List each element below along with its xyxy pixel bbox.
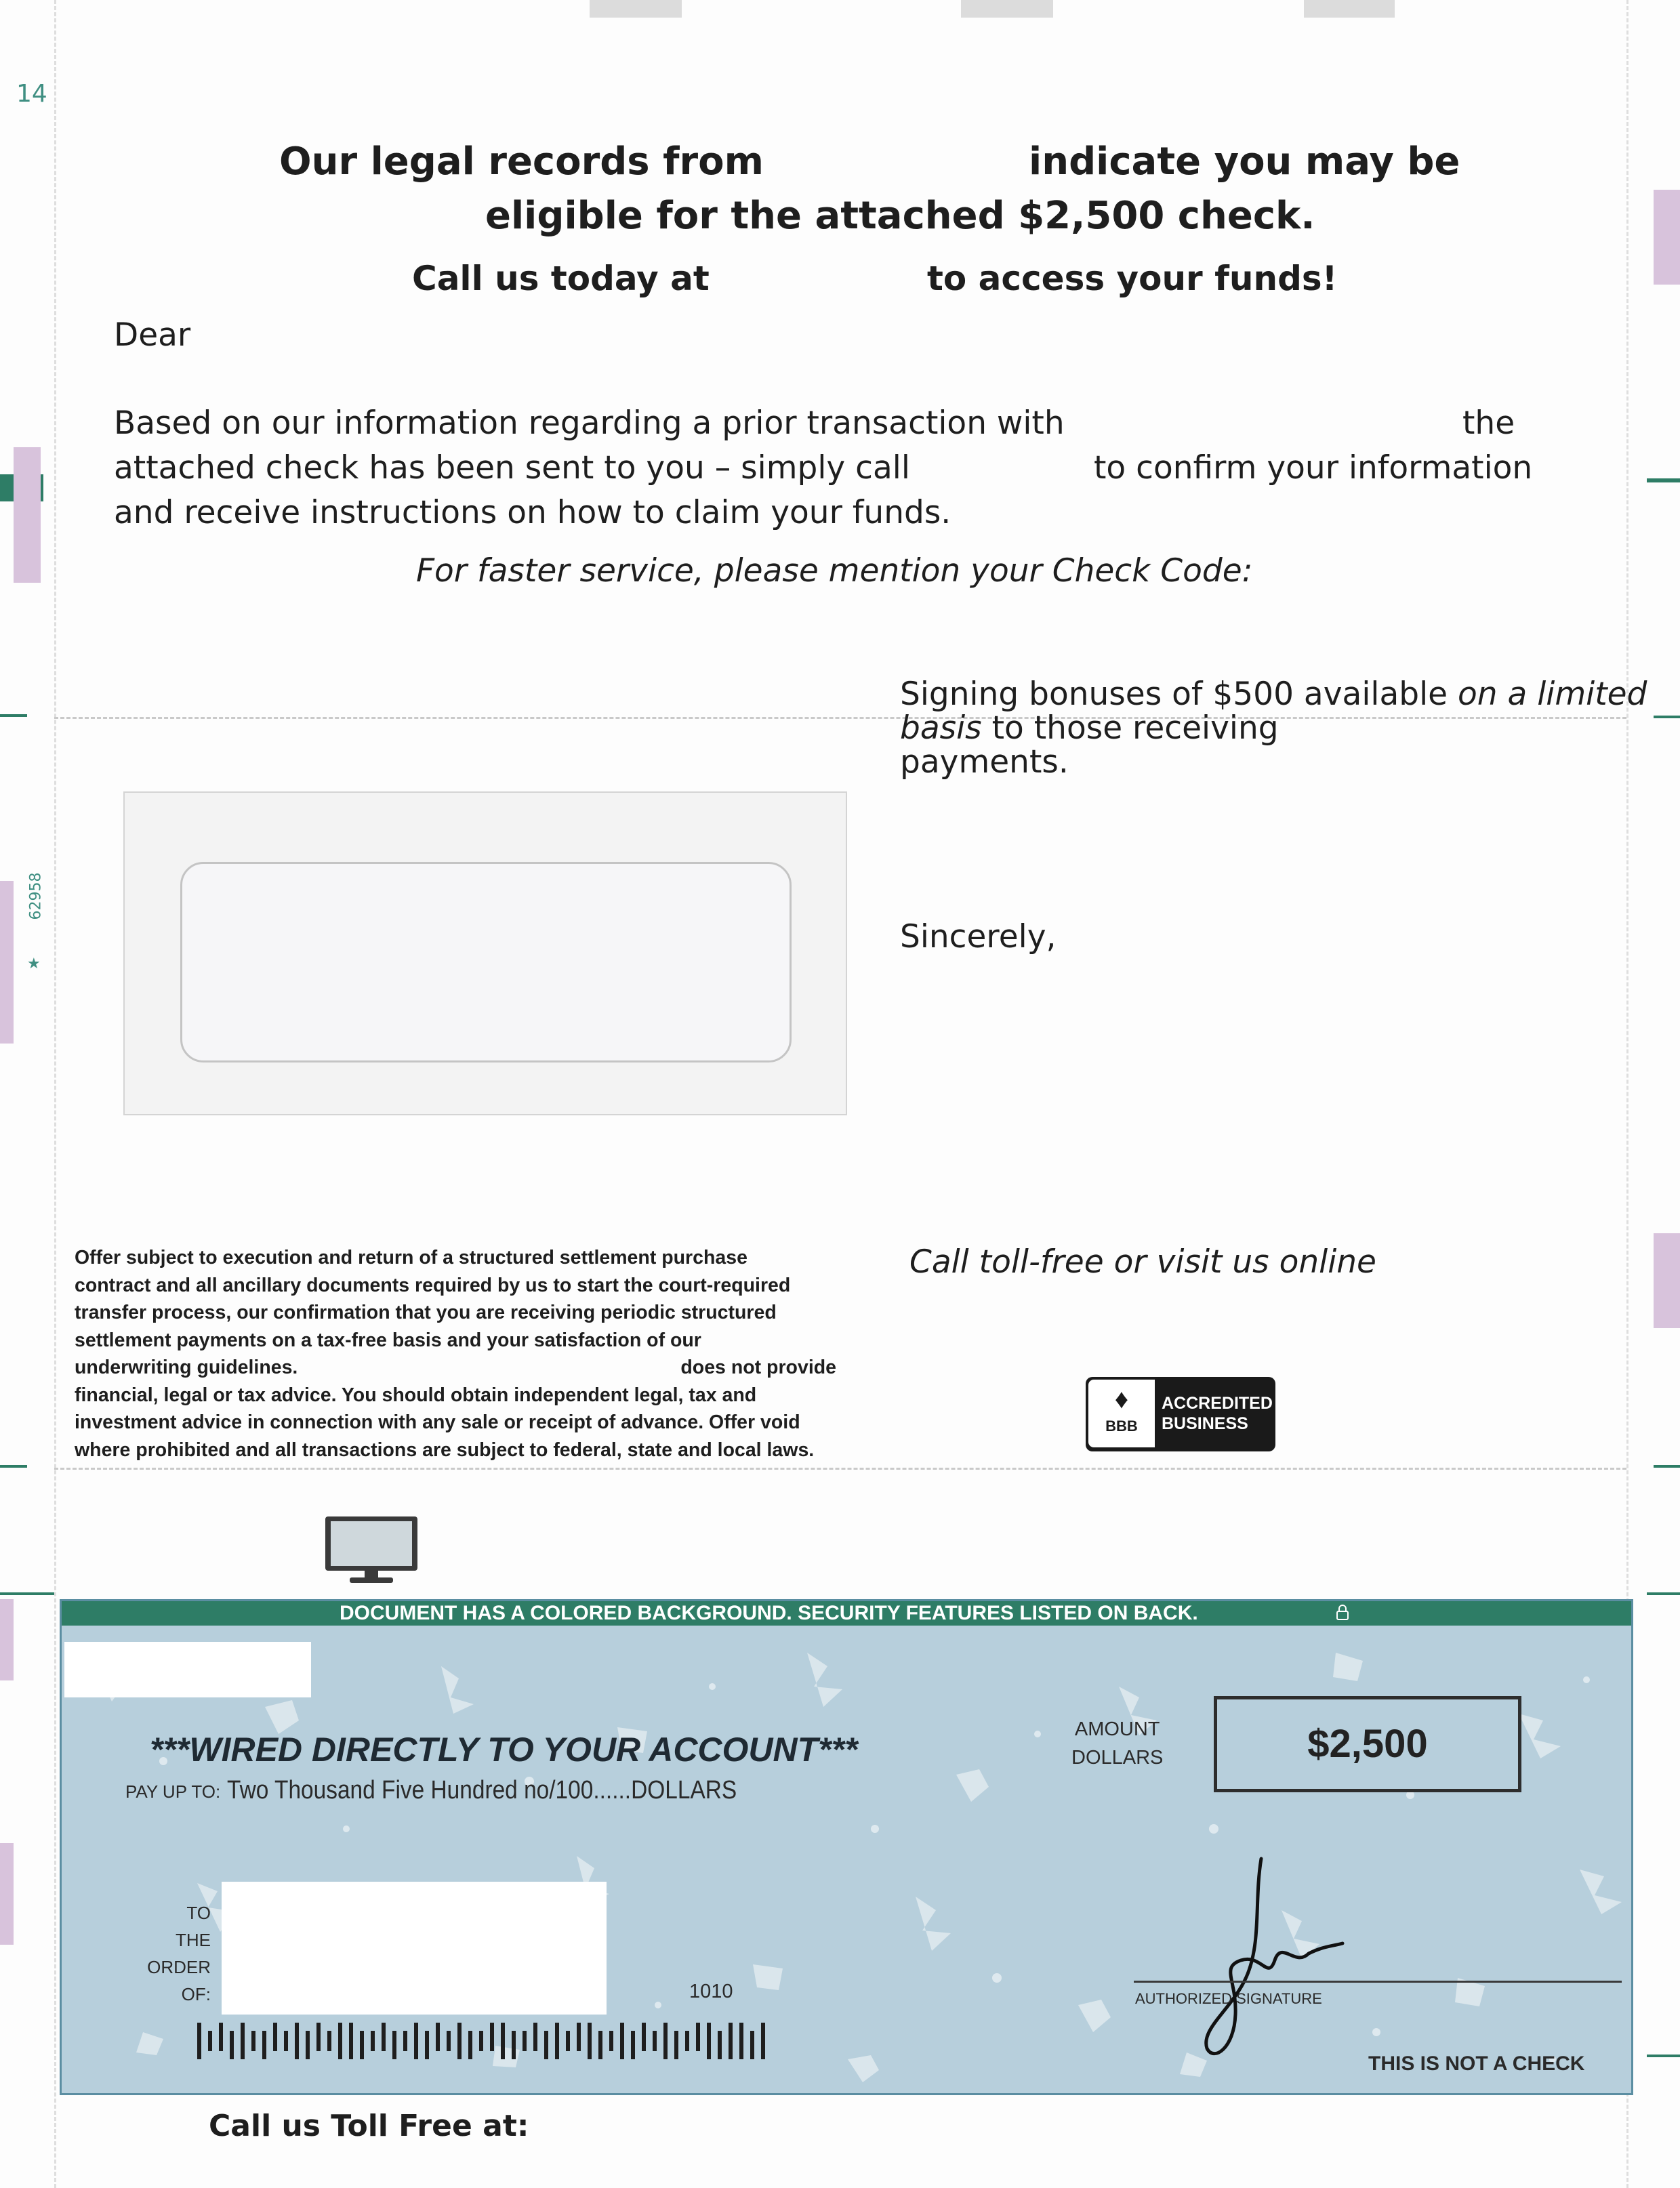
- payee-redaction: [222, 1882, 607, 2015]
- bbb-line1: ACCREDITED: [1162, 1394, 1273, 1413]
- disclaimer-text: underwriting guidelines.: [75, 1357, 298, 1378]
- pay-up-to-amount: Two Thousand Five Hundred no/100......DOLLARS: [227, 1776, 737, 1804]
- disclaimer-line: Offer subject to execution and return of a structured settlement purchase: [75, 1247, 747, 1268]
- pay-to-order-label: [135, 1899, 211, 2008]
- pay-up-to-label: PAY UP TO:: [125, 1781, 221, 1802]
- tear-line-top: [54, 717, 1626, 719]
- order-label-line: TO: [186, 1903, 211, 1923]
- left-perforation: [54, 0, 56, 2188]
- bonus-text: to those receiving: [981, 709, 1279, 747]
- disclaimer-line: contract and all ancillary documents required by us to start the court-required: [75, 1274, 791, 1296]
- call-today-right: to access your funds!: [927, 259, 1338, 298]
- top-scan-mark: [1304, 0, 1395, 18]
- right-edge-mark: [1654, 1233, 1680, 1328]
- right-edge-mark: [1647, 1592, 1680, 1595]
- headline-line1-right: indicate you may be: [1029, 140, 1460, 184]
- call-today-left: Call us today at: [412, 259, 710, 298]
- order-label-line: THE: [176, 1930, 211, 1950]
- monitor-icon: [323, 1515, 420, 1586]
- bbb-text: [1162, 1393, 1273, 1434]
- lock-icon: [1336, 1605, 1349, 1621]
- page-number: 14: [16, 80, 47, 108]
- right-edge-mark: [1654, 1465, 1680, 1468]
- disclaimer-line: financial, legal or tax advice. You should obtain independent legal, tax and: [75, 1384, 757, 1406]
- left-edge-mark: [0, 1599, 14, 1680]
- check-code-prompt: For faster service, please mention your Check Code:: [416, 552, 1253, 590]
- order-label-line: OF:: [181, 1984, 211, 2004]
- disclaimer-line: settlement payments on a tax-free basis and your satisfaction of our: [75, 1329, 701, 1351]
- authorized-signature-label: AUTHORIZED SIGNATURE: [1135, 1990, 1322, 2007]
- body-line2-right: to confirm your information: [1094, 449, 1533, 487]
- disclaimer-line: [75, 1354, 836, 1382]
- envelope-window: [123, 791, 847, 1115]
- bonus-text: Signing bonuses of $500 available: [900, 676, 1458, 713]
- right-edge-mark: [1647, 478, 1680, 482]
- bbb-accredited-logo: [1086, 1377, 1275, 1451]
- top-scan-mark: [961, 0, 1053, 18]
- disclaimer-line: investment advice in connection with any sale or receipt of advance. Offer void: [75, 1411, 800, 1433]
- headline-line2: eligible for the attached $2,500 check.: [485, 194, 1315, 238]
- headline-line1-left: Our legal records from: [279, 140, 764, 184]
- not-a-check-label: THIS IS NOT A CHECK: [1368, 2052, 1585, 2075]
- amount-label-line: DOLLARS: [1071, 1747, 1164, 1769]
- bonus-text-italic: basis: [900, 709, 982, 747]
- postal-barcode: [197, 2021, 766, 2061]
- side-code: 62958: [27, 872, 45, 920]
- right-edge-mark: [1647, 2055, 1680, 2057]
- signature-line: [1134, 1981, 1622, 1983]
- security-banner: [62, 1601, 1631, 1626]
- right-edge-mark: [1654, 190, 1680, 285]
- payer-redaction: [64, 1642, 311, 1697]
- left-edge-mark: [0, 881, 14, 1044]
- body-line1-right: the: [1462, 405, 1515, 442]
- check-stub: [60, 1599, 1633, 2095]
- disclaimer-text: does not provide: [680, 1357, 836, 1378]
- bbb-torch-icon: ♦: [1114, 1384, 1129, 1414]
- body-line3: and receive instructions on how to claim your funds.: [114, 494, 951, 531]
- security-banner-text: DOCUMENT HAS A COLORED BACKGROUND. SECURITY FEATURES LISTED ON BACK.: [340, 1602, 1198, 1624]
- tear-line-bottom: [54, 1468, 1626, 1470]
- body-line1-left: Based on our information regarding a prior transaction with: [114, 405, 1065, 442]
- closing: Sincerely,: [900, 918, 1057, 955]
- bbb-seal-label: BBB: [1105, 1418, 1138, 1434]
- bonus-line1: [900, 678, 1647, 711]
- body-line2-left: attached check has been sent to you – simply call: [114, 449, 910, 487]
- disclaimer-line: where prohibited and all transactions are subject to federal, state and local laws.: [75, 1439, 815, 1461]
- bonus-line3: payments.: [900, 743, 1069, 781]
- left-edge-mark: [0, 1592, 54, 1595]
- signature-scribble: [1160, 1845, 1444, 2062]
- top-scan-mark: [590, 0, 682, 18]
- disclaimer: [75, 1244, 836, 1464]
- amount-value: $2,500: [1307, 1722, 1428, 1766]
- bbb-line2: BUSINESS: [1162, 1414, 1248, 1433]
- side-star: ★: [27, 955, 41, 972]
- amount-label: [1071, 1715, 1163, 1772]
- left-edge-mark: [0, 714, 27, 717]
- left-edge-mark: [14, 447, 41, 583]
- left-edge-mark: [0, 1843, 14, 1945]
- check-number: 1010: [689, 1981, 733, 2002]
- left-edge-mark: [0, 1465, 27, 1468]
- call-online: Call toll-free or visit us online: [909, 1243, 1376, 1281]
- right-edge-mark: [1654, 716, 1680, 718]
- envelope-window-pane: [180, 862, 792, 1062]
- bbb-seal: [1088, 1380, 1155, 1447]
- bonus-text-italic: on a limited: [1458, 676, 1647, 713]
- disclaimer-line: transfer process, our confirmation that you are receiving periodic structured: [75, 1302, 777, 1323]
- toll-free-footer: Call us Toll Free at:: [209, 2109, 529, 2143]
- amount-box: [1214, 1696, 1521, 1792]
- amount-label-line: AMOUNT: [1074, 1718, 1160, 1740]
- bonus-line2: [900, 711, 1279, 745]
- order-label-line: ORDER: [147, 1957, 211, 1977]
- salutation: Dear: [114, 316, 191, 354]
- wired-heading: ***WIRED DIRECTLY TO YOUR ACCOUNT***: [150, 1731, 858, 1769]
